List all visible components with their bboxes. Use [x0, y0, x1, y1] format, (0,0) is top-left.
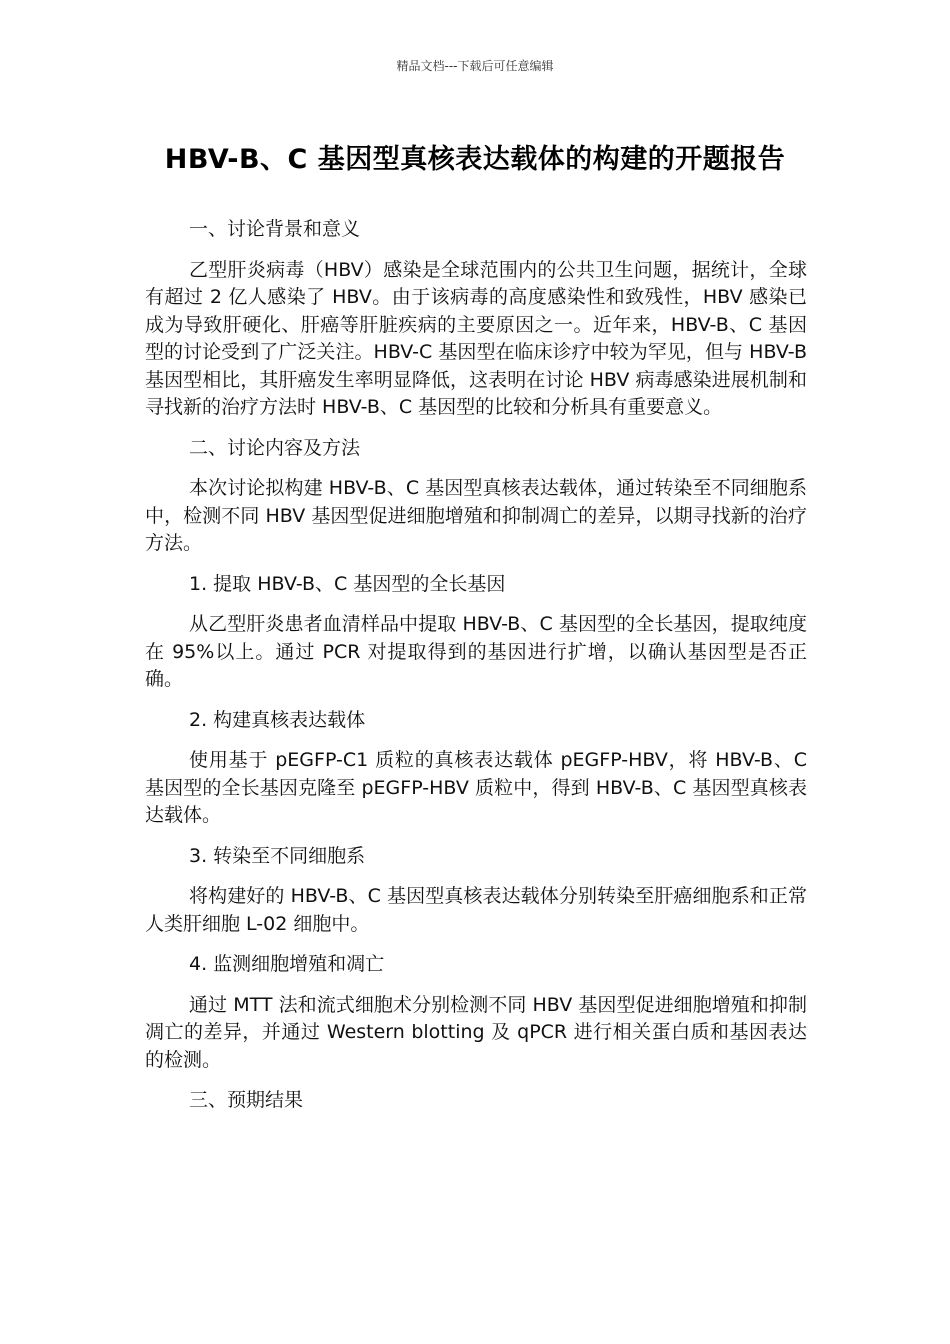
step-paragraph-2: 使用基于 pEGFP-C1 质粒的真核表达载体 pEGFP-HBV，将 HBV-B、C 基因型的全长基因克隆至 pEGFP-HBV 质粒中，得到 HBV-B、C 基因型真核表达载体。 — [145, 749, 807, 826]
section-heading-background: 一、讨论背景和意义 — [189, 218, 361, 240]
step-heading-3: 3. 转染至不同细胞系 — [189, 844, 366, 867]
section-heading-results: 三、预期结果 — [189, 1089, 304, 1111]
step-heading-1: 1. 提取 HBV-B、C 基因型的全长基因 — [189, 572, 506, 595]
step-heading-4: 4. 监测细胞增殖和凋亡 — [189, 953, 385, 975]
document-title: HBV-B、C 基因型真核表达载体的构建的开题报告 — [164, 144, 786, 175]
paragraph-background: 乙型肝炎病毒（HBV）感染是全球范围内的公共卫生问题，据统计，全球有超过 2 亿人感染了 HBV。由于该病毒的高度感染性和致残性，HBV 感染已成为导致肝硬化、肝癌等肝脏疾病的主要原因之一。近年来，HBV-B、C 基因型的讨论受到了广泛关注。HBV-C 基因型在临床诊疗中较为罕见，但与 HBV-B 基因型相比，其肝癌发生率明显降低，这表明在讨论 HBV 病毒感染进展机制和寻找新的治疗方法时 HBV-B、C 基因型的比较和分析具有重要意义。 — [145, 258, 807, 418]
step-paragraph-3: 将构建好的 HBV-B、C 基因型真核表达载体分别转染至肝癌细胞系和正常人类肝细胞 L-02 细胞中。 — [145, 885, 807, 935]
step-paragraph-4: 通过 MTT 法和流式细胞术分别检测不同 HBV 基因型促进细胞增殖和抑制凋亡的差异，并通过 Western blotting 及 qPCR 进行相关蛋白质和基因表达的检测。 — [145, 993, 807, 1071]
section-heading-methods: 二、讨论内容及方法 — [189, 436, 361, 459]
document-body — [145, 216, 807, 1128]
page-header: 精品文档---下载后可任意编辑 — [396, 59, 554, 73]
step-paragraph-1: 从乙型肝炎患者血清样品中提取 HBV-B、C 基因型的全长基因，提取纯度在 95%以上。通过 PCR 对提取得到的基因进行扩增，以确认基因型是否正确。 — [145, 613, 807, 690]
paragraph-methods: 本次讨论拟构建 HBV-B、C 基因型真核表达载体，通过转染至不同细胞系中，检测不同 HBV 基因型促进细胞增殖和抑制凋亡的差异，以期寻找新的治疗方法。 — [145, 477, 807, 554]
step-heading-2: 2. 构建真核表达载体 — [189, 708, 366, 731]
